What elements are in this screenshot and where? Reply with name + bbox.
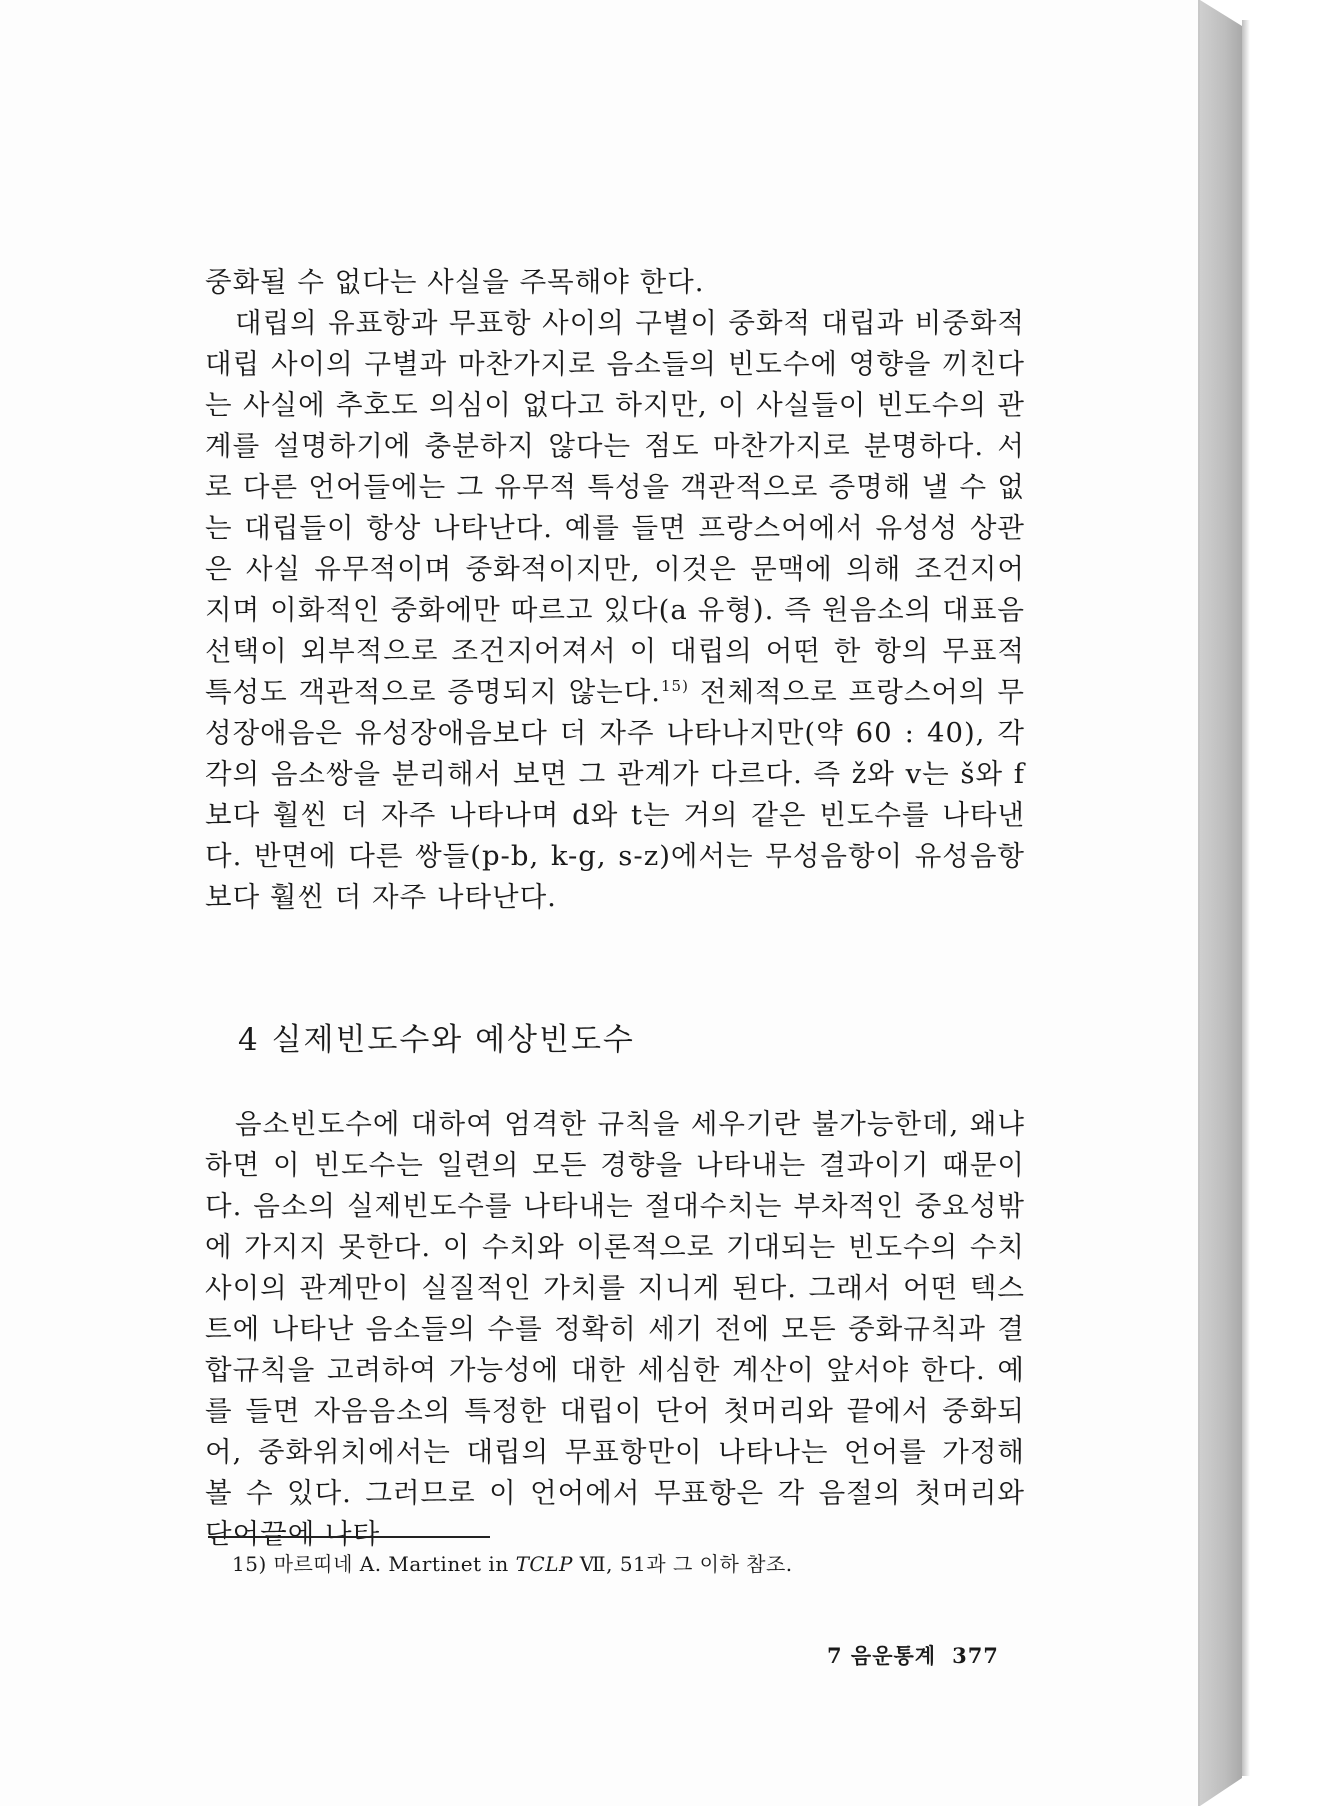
paragraph-text-continued: 전체적으로 프랑스어의 무성장애음은 유성장애음보다 더 자주 나타나지만(약 60 : 40), 각각의 음소쌍을 분리해서 보면 그 관계가 다르다. 즉 ž와 v는 š와 f보다 훨씬 더 자주 나타나며 d와 t는 거의 같은 빈도수를 나타낸다. 반면에 다른 쌍들(p-b, k-g, s-z)에서는 무성음항이 유성음항보다 훨씬 더 자주 나타난다. xyxy=(205,676,1025,913)
footnote-reference: 15) xyxy=(661,676,689,695)
body-text-top xyxy=(205,262,1025,918)
paragraph-text: 대립의 유표항과 무표항 사이의 구별이 중화적 대립과 비중화적 대립 사이의 구별과 마찬가지로 음소들의 빈도수에 영향을 끼친다는 사실에 추호도 의심이 없다고 하지만, 이 사실들이 빈도수의 관계를 설명하기에 충분하지 않다는 점도 마찬가지로 분명하다. 서로 다른 언어들에는 그 유무적 특성을 객관적으로 증명해 낼 수 없는 대립들이 항상 나타난다. 예를 들면 프랑스어에서 유성성 상관은 사실 유무적이며 중화적이지만, 이것은 문맥에 의해 조건지어지며 이화적인 중화에만 따르고 있다(a 유형). 즉 원음소의 대표음 선택이 외부적으로 조건지어져서 이 대립의 어떤 한 항의 무표적 특성도 객관적으로 증명되지 않는다. xyxy=(205,307,1025,708)
book-shadow xyxy=(1242,20,1250,1776)
footnote-number: 15) xyxy=(232,1552,267,1576)
running-footer xyxy=(827,1640,999,1670)
paragraph-continued: 중화될 수 없다는 사실을 주목해야 한다. xyxy=(205,266,705,298)
body-text-bottom xyxy=(205,1104,1025,1555)
footnote-text-end: Ⅶ, 51과 그 이하 참조. xyxy=(572,1552,793,1576)
book-edge xyxy=(1200,0,1242,1806)
footnote-divider xyxy=(208,1536,490,1538)
footnote-text: 마르띠네 A. Martinet in xyxy=(266,1552,516,1576)
paragraph-actual-expected-frequency: 음소빈도수에 대하여 엄격한 규칙을 세우기란 불가능한데, 왜냐하면 이 빈도수는 일련의 모든 경향을 나타내는 결과이기 때문이다. 음소의 실제빈도수를 나타내는 절대수치는 부차적인 중요성밖에 가지지 못한다. 이 수치와 이론적으로 기대되는 빈도수의 수치 사이의 관계만이 실질적인 가치를 지니게 된다. 그래서 어떤 텍스트에 나타난 음소들의 수를 정확히 세기 전에 모든 중화규칙과 결합규칙을 고려하여 가능성에 대한 세심한 계산이 앞서야 한다. 예를 들면 자음음소의 특정한 대립이 단어 첫머리와 끝에서 중화되어, 중화위치에서는 대립의 무표항만이 나타나는 언어를 가정해 볼 수 있다. 그러므로 이 언어에서 무표항은 각 음절의 첫머리와 단어끝에 나타 xyxy=(205,1108,1025,1550)
footnote xyxy=(232,1548,793,1577)
section-heading: 4 실제빈도수와 예상빈도수 xyxy=(238,1022,635,1058)
paragraph-opposition-frequency xyxy=(205,303,1025,918)
page-number: 377 xyxy=(952,1643,999,1668)
footnote-journal: TCLP xyxy=(515,1552,573,1576)
chapter-title: 7 음운통계 xyxy=(827,1643,937,1668)
